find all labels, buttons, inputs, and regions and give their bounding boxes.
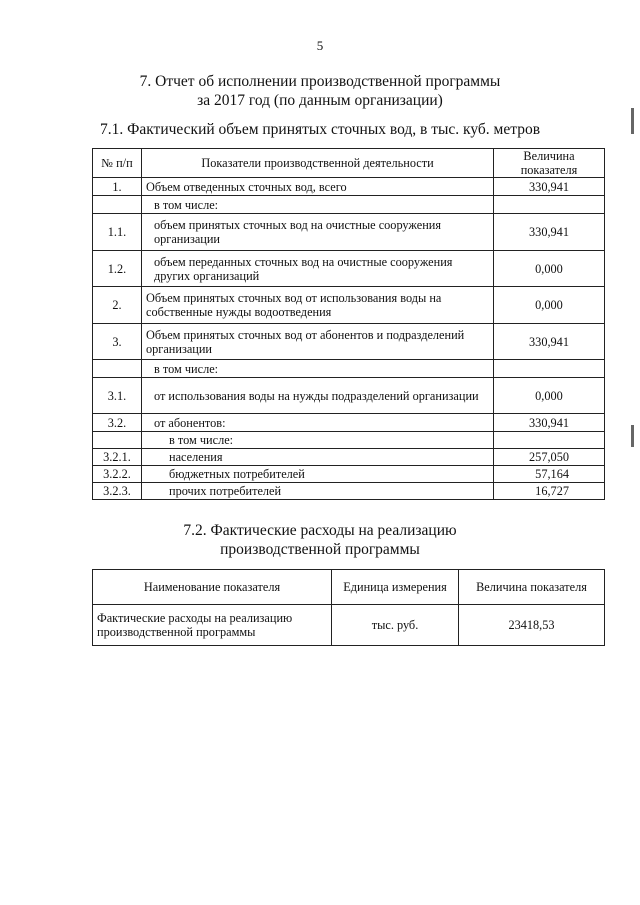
title-line-1: 7. Отчет об исполнении производственной программы bbox=[139, 73, 501, 90]
row-label: Объем принятых сточных вод от использования воды на собственные нужды водоотведения bbox=[142, 287, 494, 324]
row-value: 330,941 bbox=[494, 214, 605, 251]
row-value: 0,000 bbox=[494, 251, 605, 287]
report-title bbox=[0, 72, 640, 110]
wastewater-volume-table bbox=[92, 148, 605, 500]
row-unit: тыс. руб. bbox=[332, 605, 459, 646]
row-number bbox=[93, 432, 142, 449]
row-label: объем принятых сточных вод на очистные сооружения организации bbox=[142, 214, 494, 251]
row-label: от абонентов: bbox=[142, 414, 494, 432]
header-indicator-name: Наименование показателя bbox=[93, 570, 332, 605]
row-value: 330,941 bbox=[494, 324, 605, 360]
table-row bbox=[93, 449, 605, 466]
table-row bbox=[93, 360, 605, 378]
row-number: 3.2.1. bbox=[93, 449, 142, 466]
row-number: 1. bbox=[93, 178, 142, 196]
section-7-2-title bbox=[0, 521, 640, 559]
header-unit: Единица измерения bbox=[332, 570, 459, 605]
row-label: Фактические расходы на реализацию производственной программы bbox=[93, 605, 332, 646]
table-row bbox=[93, 178, 605, 196]
table-row bbox=[93, 287, 605, 324]
row-value: 330,941 bbox=[494, 178, 605, 196]
row-value bbox=[494, 432, 605, 449]
table-header-row bbox=[93, 570, 605, 605]
row-number: 3.2. bbox=[93, 414, 142, 432]
row-number: 2. bbox=[93, 287, 142, 324]
header-indicator: Показатели производственной деятельности bbox=[142, 149, 494, 178]
table-header-row bbox=[93, 149, 605, 178]
row-number: 3.2.3. bbox=[93, 483, 142, 500]
row-label: населения bbox=[142, 449, 494, 466]
scan-edge-mark bbox=[631, 108, 634, 134]
row-label: в том числе: bbox=[142, 360, 494, 378]
row-value: 23418,53 bbox=[459, 605, 605, 646]
page-number: 5 bbox=[316, 38, 324, 53]
row-number: 1.2. bbox=[93, 251, 142, 287]
table-row bbox=[93, 378, 605, 414]
section-7-1-title: 7.1. Фактический объем принятых сточных вод, в тыс. куб. метров bbox=[99, 121, 541, 138]
row-number bbox=[93, 360, 142, 378]
row-value bbox=[494, 196, 605, 214]
row-value: 0,000 bbox=[494, 287, 605, 324]
header-number: № п/п bbox=[93, 149, 142, 178]
row-number bbox=[93, 196, 142, 214]
expenses-table bbox=[92, 569, 605, 646]
row-value: 57,164 bbox=[494, 466, 605, 483]
row-number: 1.1. bbox=[93, 214, 142, 251]
row-label: бюджетных потребителей bbox=[142, 466, 494, 483]
table-row bbox=[93, 251, 605, 287]
row-value: 0,000 bbox=[494, 378, 605, 414]
row-label: объем переданных сточных вод на очистные сооружения других организаций bbox=[142, 251, 494, 287]
row-value bbox=[494, 360, 605, 378]
row-label: Объем принятых сточных вод от абонентов и подразделений организации bbox=[142, 324, 494, 360]
row-label: в том числе: bbox=[142, 432, 494, 449]
row-value: 16,727 bbox=[494, 483, 605, 500]
table-row bbox=[93, 483, 605, 500]
row-label: Объем отведенных сточных вод, всего bbox=[142, 178, 494, 196]
row-number: 3. bbox=[93, 324, 142, 360]
section-7-2-title-line-1: 7.2. Фактические расходы на реализацию bbox=[183, 522, 457, 539]
header-value: Величина показателя bbox=[459, 570, 605, 605]
table-row bbox=[93, 414, 605, 432]
row-number: 3.2.2. bbox=[93, 466, 142, 483]
table-row bbox=[93, 214, 605, 251]
table-row bbox=[93, 324, 605, 360]
table-row bbox=[93, 196, 605, 214]
header-value: Величина показателя bbox=[494, 149, 605, 178]
row-number: 3.1. bbox=[93, 378, 142, 414]
table-row bbox=[93, 432, 605, 449]
scan-edge-mark bbox=[631, 425, 634, 447]
table-row bbox=[93, 605, 605, 646]
table-row bbox=[93, 466, 605, 483]
section-7-2-title-line-2: производственной программы bbox=[220, 541, 420, 558]
row-label: в том числе: bbox=[142, 196, 494, 214]
title-line-2: за 2017 год (по данным организации) bbox=[197, 92, 443, 109]
row-label: прочих потребителей bbox=[142, 483, 494, 500]
row-value: 330,941 bbox=[494, 414, 605, 432]
row-value: 257,050 bbox=[494, 449, 605, 466]
row-label: от использования воды на нужды подразделений организации bbox=[142, 378, 494, 414]
